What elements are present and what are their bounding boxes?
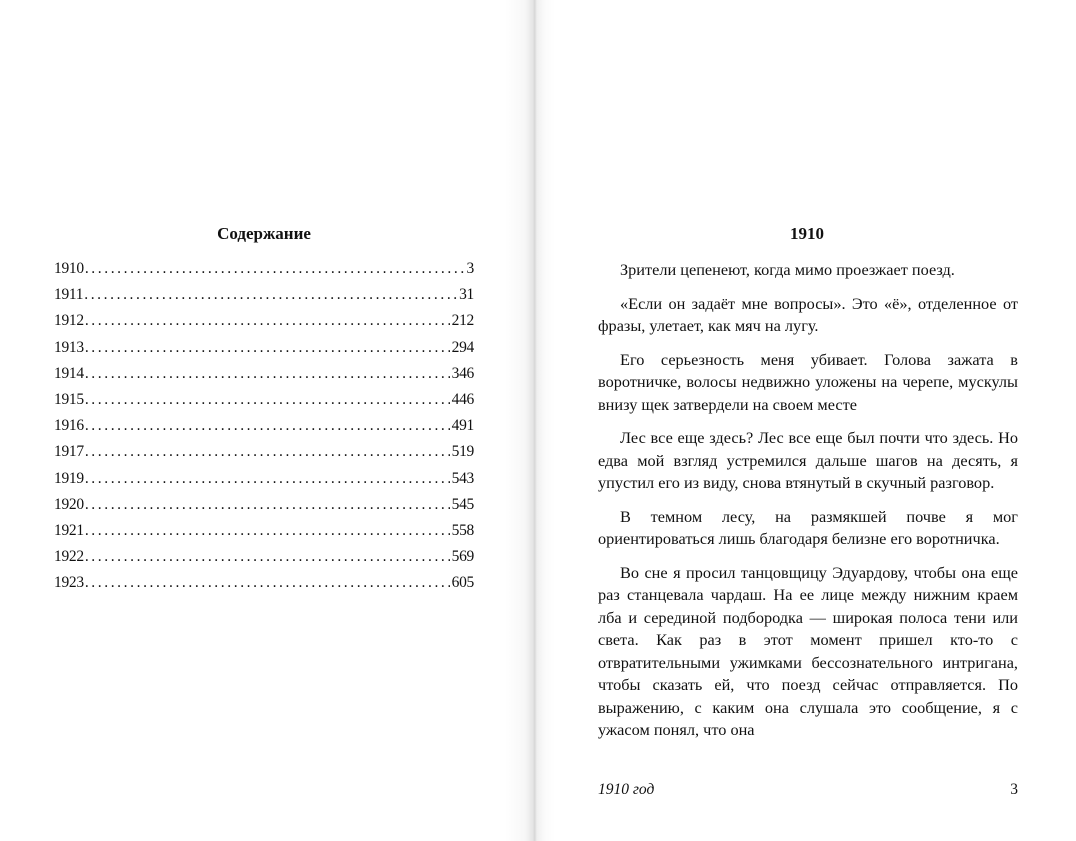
toc-entry-year: 1915	[54, 390, 84, 408]
body-paragraph: «Если он задаёт мне вопросы». Это «ё», отделенное от фразы, улетает, как мяч на лугу.	[598, 293, 1018, 335]
toc-dot-leader	[85, 495, 450, 515]
toc-entry-year: 1914	[54, 364, 84, 382]
toc-entry-page: 31	[459, 286, 474, 304]
toc-entry-page: 558	[451, 521, 474, 539]
page-number: 3	[1010, 781, 1018, 798]
toc-entry	[54, 285, 474, 311]
toc-entry	[54, 416, 474, 442]
toc-dot-leader	[84, 285, 457, 305]
toc-dot-leader	[85, 259, 465, 279]
toc-entry-year: 1911	[54, 286, 84, 304]
toc-dot-leader	[85, 521, 450, 541]
body-paragraph: Лес все еще здесь? Лес все еще был почти что здесь. Но едва мой взгляд устремился дальше шагов на десять, я упустил его из виду, снова втянутый в скучный разговор.	[598, 428, 1018, 492]
toc-entry-page: 569	[451, 548, 474, 566]
toc-dot-leader	[85, 573, 450, 593]
toc-entry	[54, 495, 474, 521]
toc-entry-page: 605	[451, 574, 474, 592]
toc-dot-leader	[85, 338, 450, 358]
toc-dot-leader	[85, 547, 450, 567]
left-page	[0, 0, 534, 841]
running-footer: 1910 год	[598, 781, 655, 798]
toc-entry	[54, 469, 474, 495]
toc-entry	[54, 521, 474, 547]
toc-entry-page: 545	[451, 495, 474, 513]
toc-entry-page: 294	[451, 338, 474, 356]
toc-entry-year: 1910	[54, 260, 84, 277]
toc-entry-year: 1922	[54, 548, 84, 566]
toc-entry	[54, 442, 474, 468]
toc-dot-leader	[85, 469, 450, 489]
toc-dot-leader	[85, 311, 450, 331]
body-paragraph: Зрители цепенеют, когда мимо проезжает поезд.	[620, 260, 955, 279]
toc-entry-page: 446	[451, 390, 474, 408]
toc-title: Содержание	[217, 224, 311, 243]
toc-entry	[54, 390, 474, 416]
toc-entry-page: 491	[451, 417, 474, 435]
toc-entry	[54, 547, 474, 573]
toc-dot-leader	[85, 442, 450, 462]
toc-entry	[54, 573, 474, 599]
toc-entry-page: 543	[451, 469, 474, 487]
toc-entry-year: 1916	[54, 417, 84, 435]
toc-entry-year: 1920	[54, 495, 84, 513]
toc-entry-year: 1923	[54, 574, 84, 592]
toc-entry	[54, 311, 474, 337]
toc-dot-leader	[85, 416, 450, 436]
toc-entry-year: 1912	[54, 312, 84, 330]
body-paragraph: Его серьезность меня убивает. Голова зажата в воротничке, волосы недвижно уложены на черепе, мускулы внизу щек затвердели на своем месте	[598, 349, 1018, 414]
toc-entry-page: 3	[466, 260, 474, 277]
toc-entry-year: 1913	[54, 338, 84, 356]
toc-entry-year: 1921	[54, 521, 84, 539]
toc-entry	[54, 338, 474, 364]
toc-list	[54, 259, 474, 599]
body-paragraph: В темном лесу, на размякшей почве я мог ориентироваться лишь благодаря белизне его воротничка.	[598, 506, 1018, 548]
toc-entry	[54, 364, 474, 390]
toc-entry-page: 519	[451, 443, 474, 461]
body-paragraph: Во сне я просил танцовщицу Эдуардову, чтобы она еще раз станцевала чардаш. На ее лице между нижним краем лба и серединой подбородка — широкая полоса тени или света. Как раз в этот момент пришел кто-то с отвратительными ужимками бессознательного интригана, чтобы сказать ей, что поезд сейчас отправляется. По выражению, с каким она слушала это сообщение, я с ужасом понял, что она	[598, 562, 1018, 739]
chapter-body	[598, 259, 1018, 753]
toc-dot-leader	[85, 364, 450, 384]
toc-entry-page: 212	[451, 312, 474, 330]
toc-entry-page: 346	[451, 364, 474, 382]
toc-entry-year: 1917	[54, 443, 84, 461]
toc-entry	[54, 259, 474, 285]
chapter-title: 1910	[790, 224, 824, 243]
toc-entry-year: 1919	[54, 469, 84, 487]
toc-dot-leader	[85, 390, 450, 410]
